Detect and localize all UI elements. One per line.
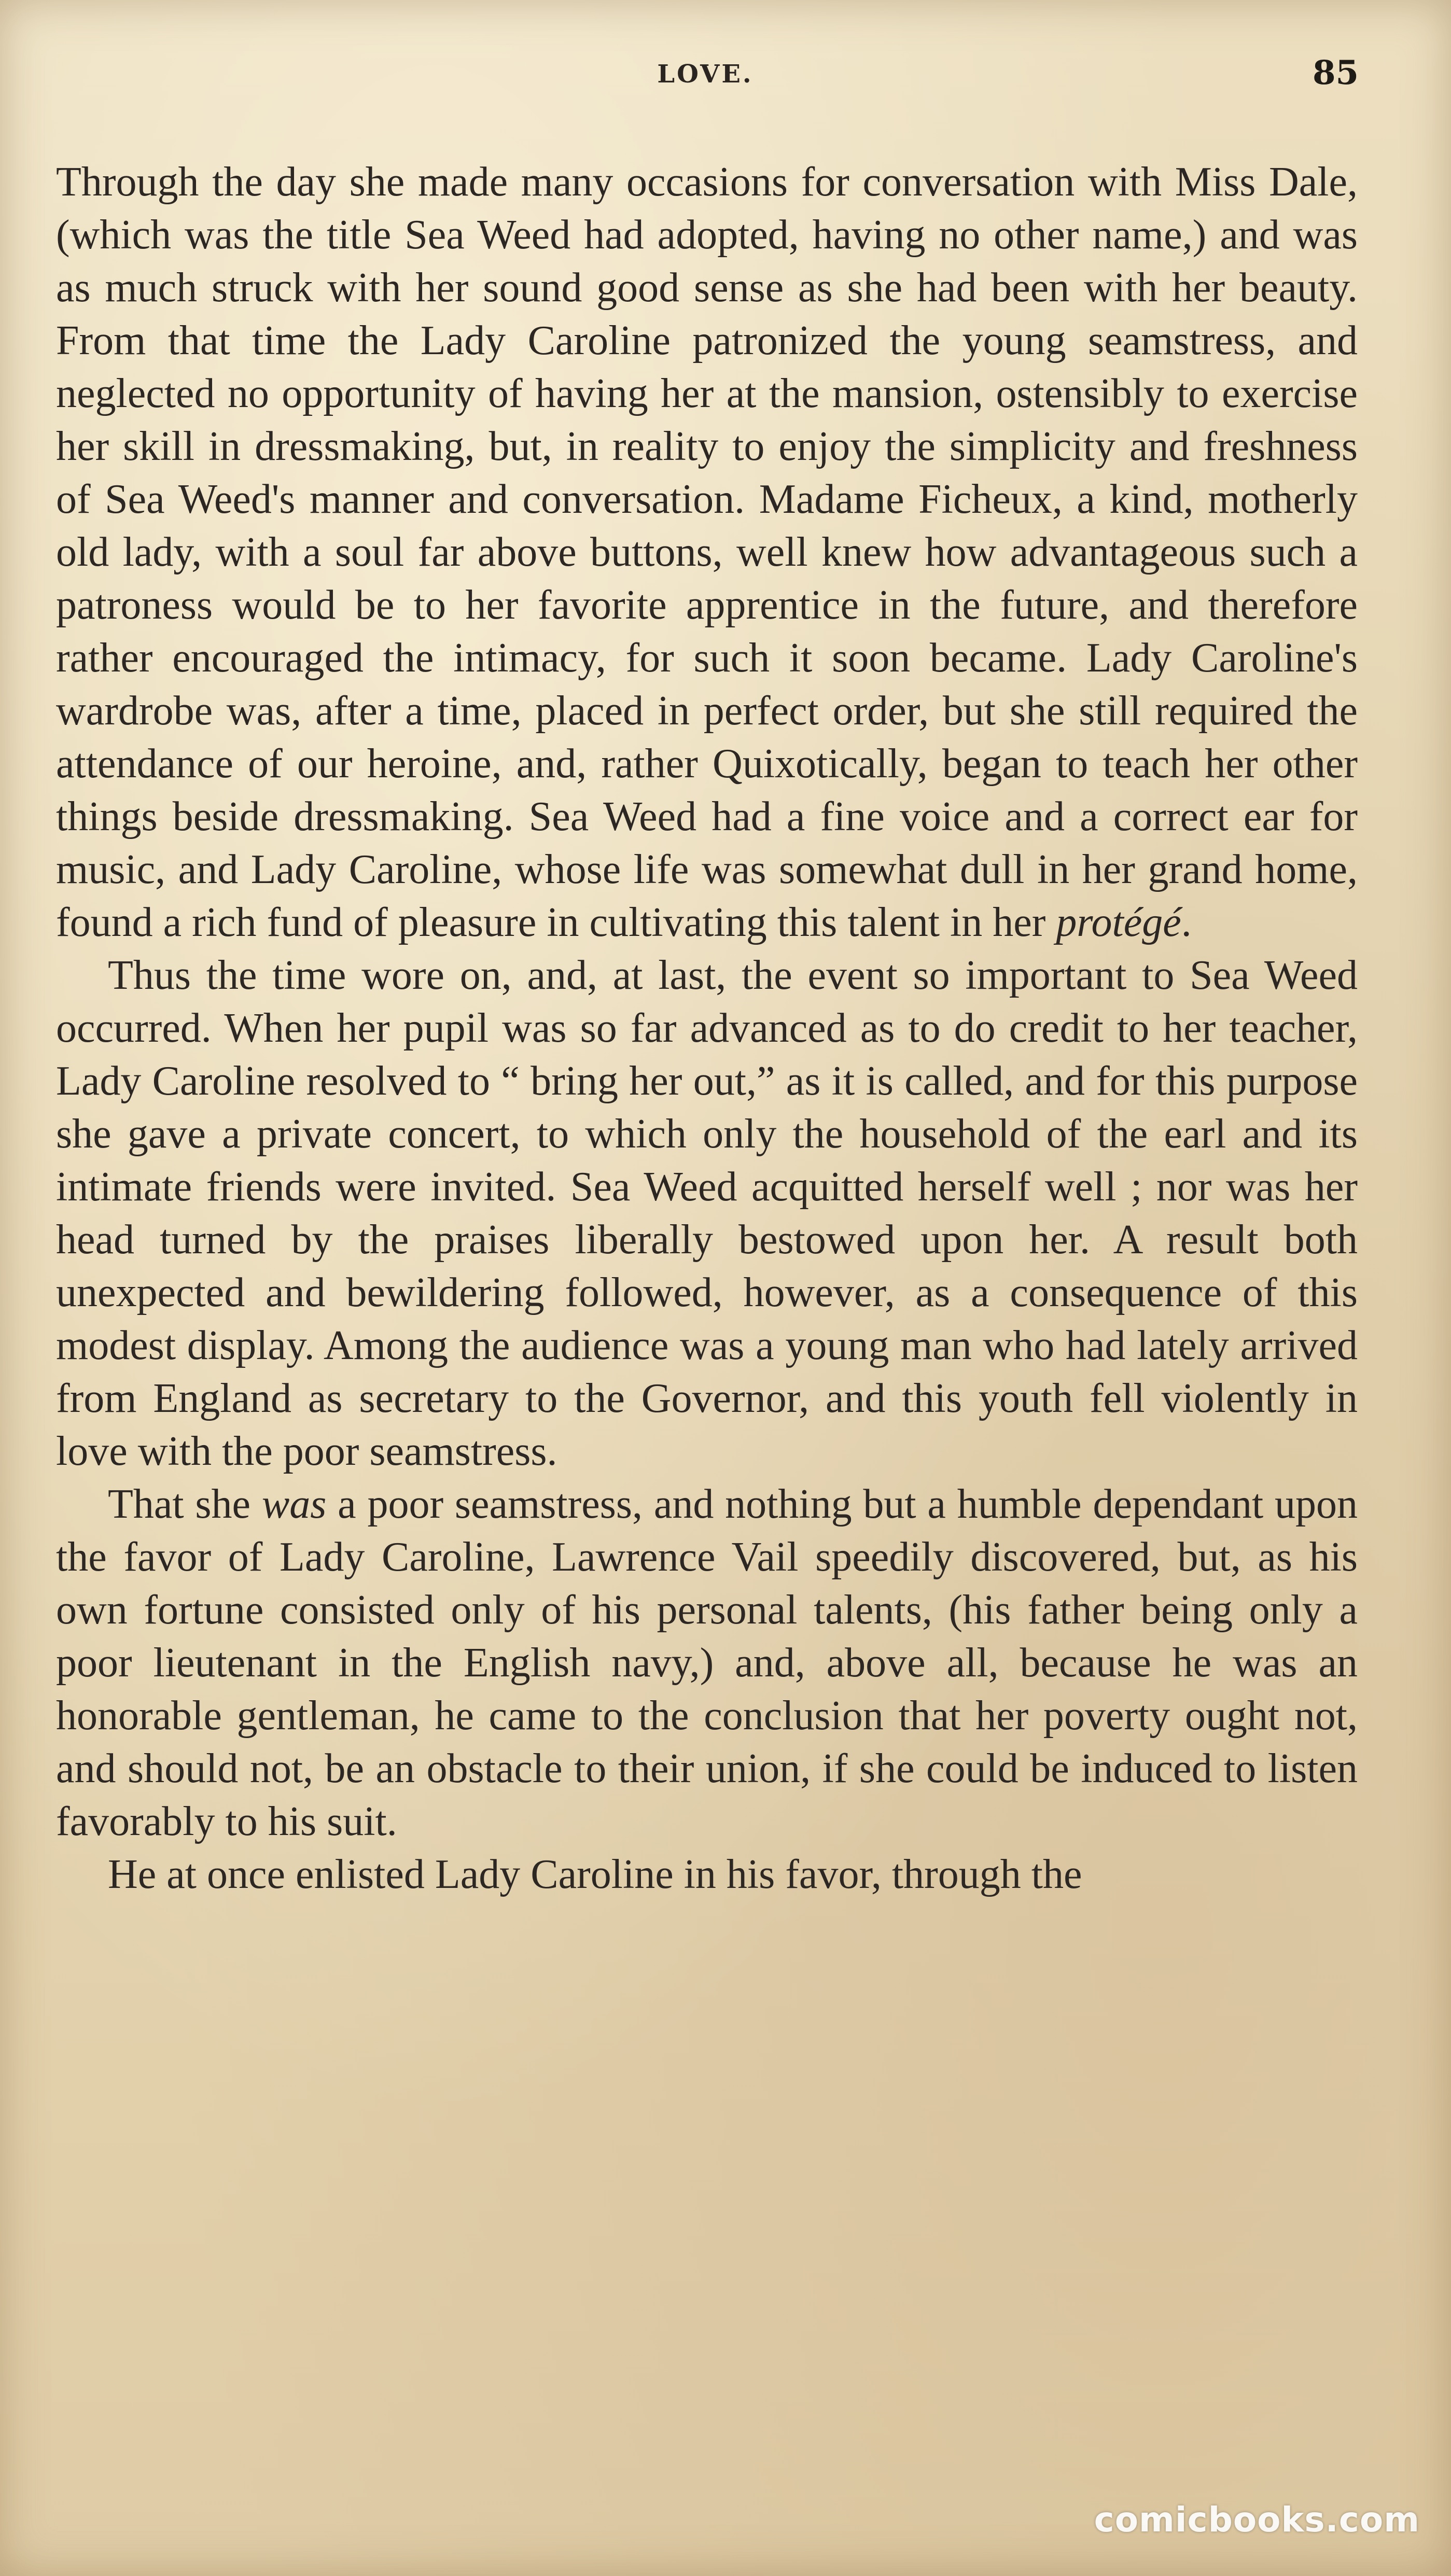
paragraph-3-text: a poor seamstress, and nothing but a humble dependant upon the favor of Lady Caroline, Lawrence Vail speedily discovered, but, as his own fortune consisted only of his personal talents, (his father being only a poor lieutenant in the English navy,) and, above all, because he was an honorable gentleman, he came to the conclusion that her poverty ought not, and should not, be an obstacle to their union, if she could be induced to listen favorably to his suit. [56, 1481, 1358, 1844]
running-head: LOVE. [657, 60, 754, 89]
paragraph-1-end: . [1181, 900, 1192, 945]
paragraph-1 [56, 156, 1358, 949]
paragraph-3 [56, 1478, 1358, 1848]
page-number: 85 [1312, 53, 1359, 92]
paragraph-2: Thus the time wore on, and, at last, the event so important to Sea Weed occurred. When her pupil was so far advanced as to do credit to her teacher, Lady Caroline resolved to “ bring her out,” as it is called, and for this purpose she gave a private concert, to which only the household of the earl and its intimate friends were invited. Sea Weed acquitted herself well ; nor was her head turned by the praises liberally bestowed upon her. A result both unexpected and bewildering followed, however, as a consequence of this modest display. Among the audience was a young man who had lately arrived from England as secretary to the Governor, and this youth fell violently in love with the poor seamstress. [56, 953, 1358, 1474]
paragraph-3-italic: was [261, 1481, 327, 1527]
paragraph-1-italic: protégé [1056, 900, 1181, 945]
watermark: comicbooks.com [1094, 2500, 1420, 2540]
paragraph-3-start: That she [108, 1481, 262, 1527]
paragraph-1-text: Through the day she made many occasions for conversation with Miss Dale, (which was the title Sea Weed had adopted, having no other name,) and was as much struck with her sound good sense as she had been with her beauty. From that time the Lady Caroline patronized the young seamstress, and neglected no opportunity of having her at the mansion, ostensibly to exercise her skill in dressmaking, but, in reality to enjoy the simplicity and freshness of Sea Weed's manner and conversation. Madame Ficheux, a kind, motherly old lady, with a soul far above buttons, well knew how advantageous such a patroness would be to her favorite apprentice in the future, and therefore rather encouraged the intimacy, for such it soon became. Lady Caroline's wardrobe was, after a time, placed in perfect order, but she still required the attendance of our heroine, and, rather Quixotically, began to teach her other things beside dressmaking. Sea Weed had a fine voice and a correct ear for music, and Lady Caroline, whose life was somewhat dull in her grand home, found a rich fund of pleasure in cultivating this talent in her [56, 159, 1358, 945]
text-body [56, 156, 1358, 1901]
paragraph-4: He at once enlisted Lady Caroline in his favor, through the [108, 1852, 1082, 1897]
page-header [52, 49, 1359, 106]
